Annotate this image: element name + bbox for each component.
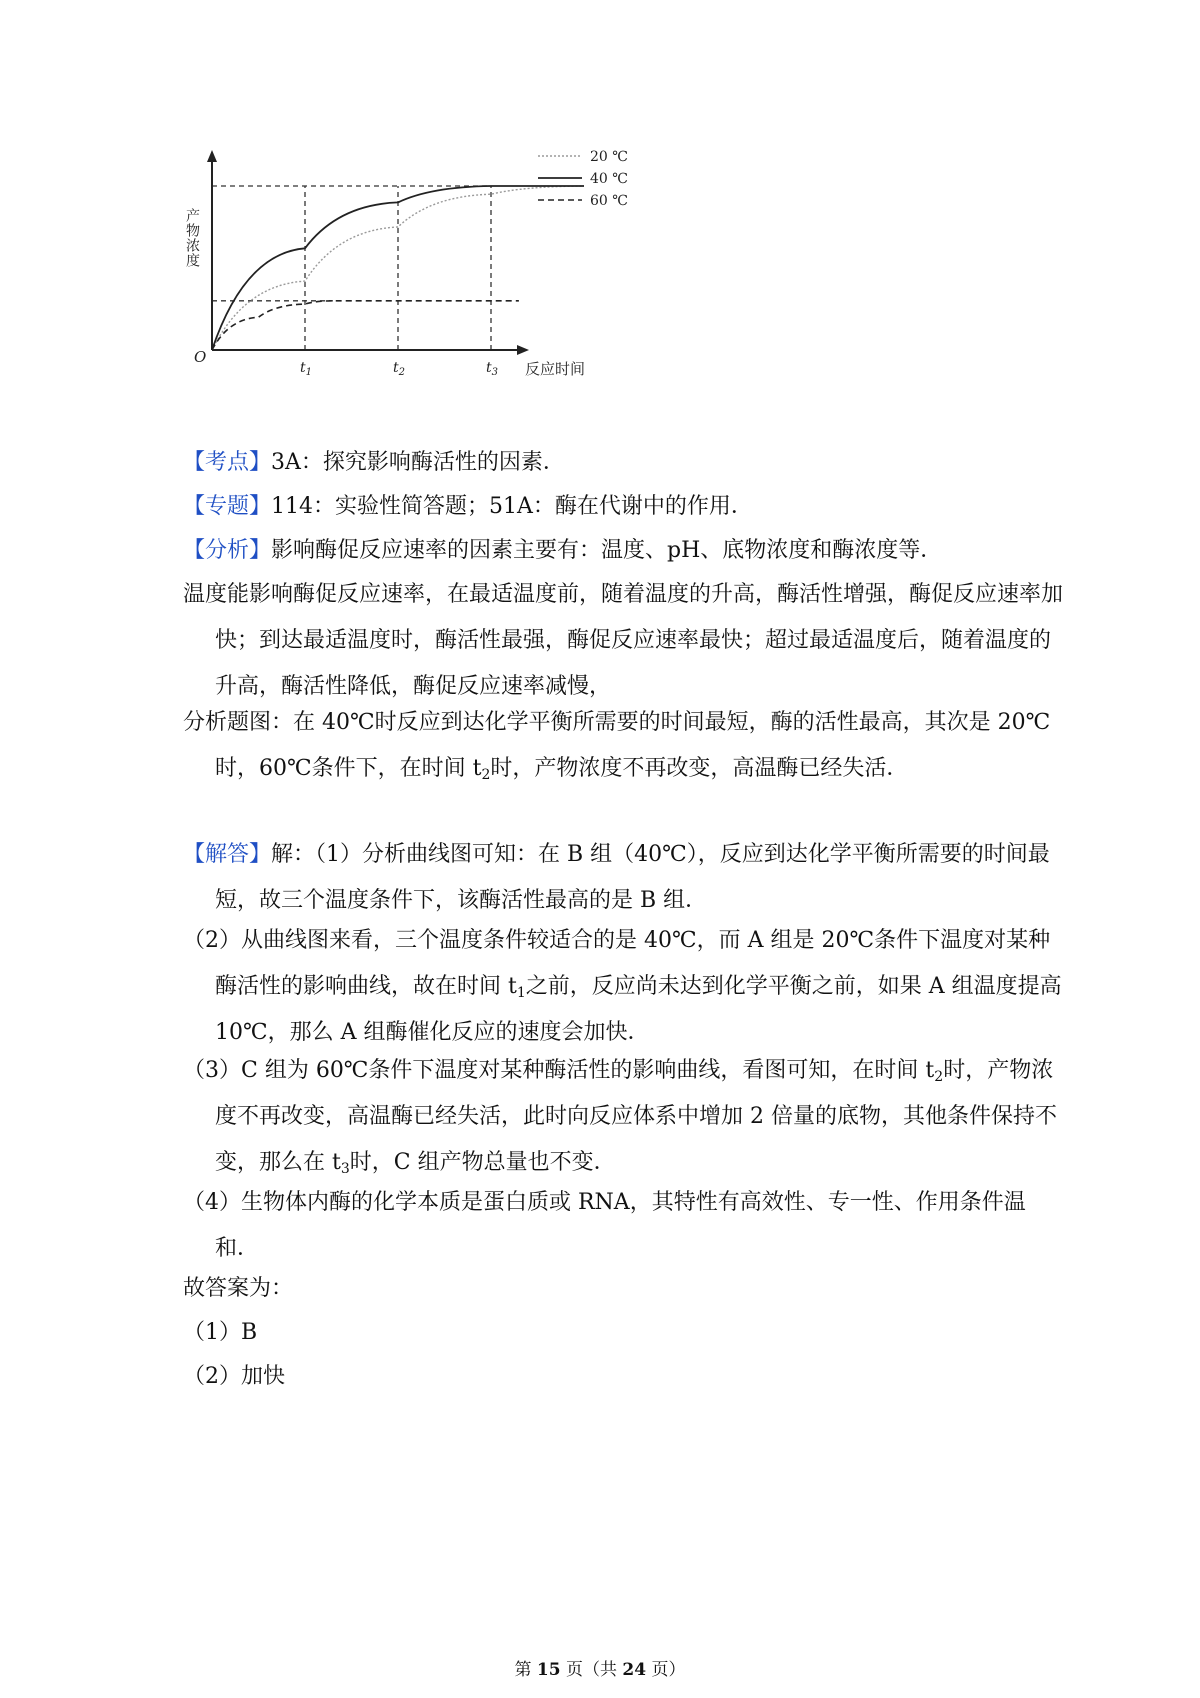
answer-2: （2）加快 xyxy=(183,1364,285,1389)
answer-intro: 故答案为： xyxy=(183,1276,294,1301)
kaodian-text: 3A：探究影响酶活性的因素． xyxy=(271,450,565,475)
page-footer xyxy=(0,1655,1200,1680)
legend-label-1: 20 ℃ xyxy=(590,149,628,165)
kaodian-paragraph xyxy=(183,440,1063,486)
jieda-q2-sub: 1 xyxy=(516,985,526,1001)
jieda-q2-b: 之前，反应尚未达到化学平衡之前，如果 A 组温度提高 10℃，那么 A 组酶催化反应的速度会加快． xyxy=(215,974,1062,1045)
chart-svg xyxy=(180,148,710,428)
fenxi-p2-sub: 2 xyxy=(481,767,491,783)
footer-total-pages: 24 xyxy=(622,1660,647,1680)
x-tick-t2: $t_2$ xyxy=(393,360,406,378)
jieda-q3-c: 时，C 组产物总量也不变． xyxy=(349,1150,616,1175)
zhuanti-tag: 【专题】 xyxy=(183,494,272,519)
jieda-text: 解：（1）分析曲线图可知：在 B 组（40℃），反应到达化学平衡所需要的时间最短，故三个温度条件下，该酶活性最高的是 B 组． xyxy=(215,842,1050,913)
footer-post: 页） xyxy=(646,1660,686,1680)
jieda-q3-sub1: 2 xyxy=(934,1069,944,1085)
answer-1: （1）B xyxy=(183,1320,258,1345)
fenxi-tag: 【分析】 xyxy=(183,538,272,563)
x-axis-label: 反应时间 xyxy=(525,360,586,378)
jieda-q4: （4）生物体内酶的化学本质是蛋白质或 RNA，其特性有高效性、专一性、作用条件温和． xyxy=(183,1190,1026,1261)
jieda-q3-a: （3）C 组为 60℃条件下温度对某种酶活性的影响曲线，看图可知，在时间 t xyxy=(183,1058,935,1083)
y-axis-label: 产物浓度 xyxy=(184,208,200,268)
legend-label-3: 60 ℃ xyxy=(590,193,628,209)
zhuanti-text: 114：实验性简答题；51A：酶在代谢中的作用． xyxy=(271,494,753,519)
jieda-q3-sub2: 3 xyxy=(340,1161,350,1177)
jieda-q2-a: （2）从曲线图来看，三个温度条件较适合的是 40℃，而 A 组是 20℃条件下温度对某种酶活性的影响曲线，故在时间 t xyxy=(183,928,1051,999)
fenxi-paragraph xyxy=(183,528,1063,574)
jieda-paragraph xyxy=(183,832,1063,924)
fenxi-p2-b: 时，产物浓度不再改变，高温酶已经失活． xyxy=(490,756,909,781)
x-tick-t1: $t_1$ xyxy=(300,360,313,378)
legend-label-2: 40 ℃ xyxy=(590,171,628,187)
origin-label: O xyxy=(194,348,207,366)
footer-page-number: 15 xyxy=(536,1660,561,1680)
fenxi-text: 影响酶促反应速率的因素主要有：温度、pH、底物浓度和酶浓度等． xyxy=(271,538,943,563)
footer-mid: 页（共 xyxy=(560,1660,623,1680)
fenxi-p1: 温度能影响酶促反应速率，在最适温度前，随着温度的升高，酶活性增强，酶促反应速率加快；到达最适温度时，酶活性最强，酶促反应速率最快；超过最适温度后，随着温度的升高，酶活性降低，酶促反应速率减慢， xyxy=(183,582,1064,699)
kaodian-tag: 【考点】 xyxy=(183,450,272,475)
fenxi-p2-a: 分析题图：在 40℃时反应到达化学平衡所需要的时间最短，酶的活性最高，其次是 20℃时，60℃条件下，在时间 t xyxy=(183,710,1051,781)
fenxi-p2 xyxy=(183,700,1063,792)
enzyme-chart xyxy=(180,148,710,428)
footer-pre: 第 xyxy=(514,1660,537,1680)
jieda-q3-b: 时，产物浓度不再改变，高温酶已经失活，此时向反应体系中增加 2 倍量的底物，其他条件保持不变，那么在 t xyxy=(215,1058,1057,1175)
jieda-q2 xyxy=(183,918,1063,1056)
jieda-tag: 【解答】 xyxy=(183,842,272,867)
x-tick-t3: $t_3$ xyxy=(486,360,499,378)
zhuanti-paragraph xyxy=(183,484,1063,530)
jieda-q3 xyxy=(183,1048,1063,1186)
